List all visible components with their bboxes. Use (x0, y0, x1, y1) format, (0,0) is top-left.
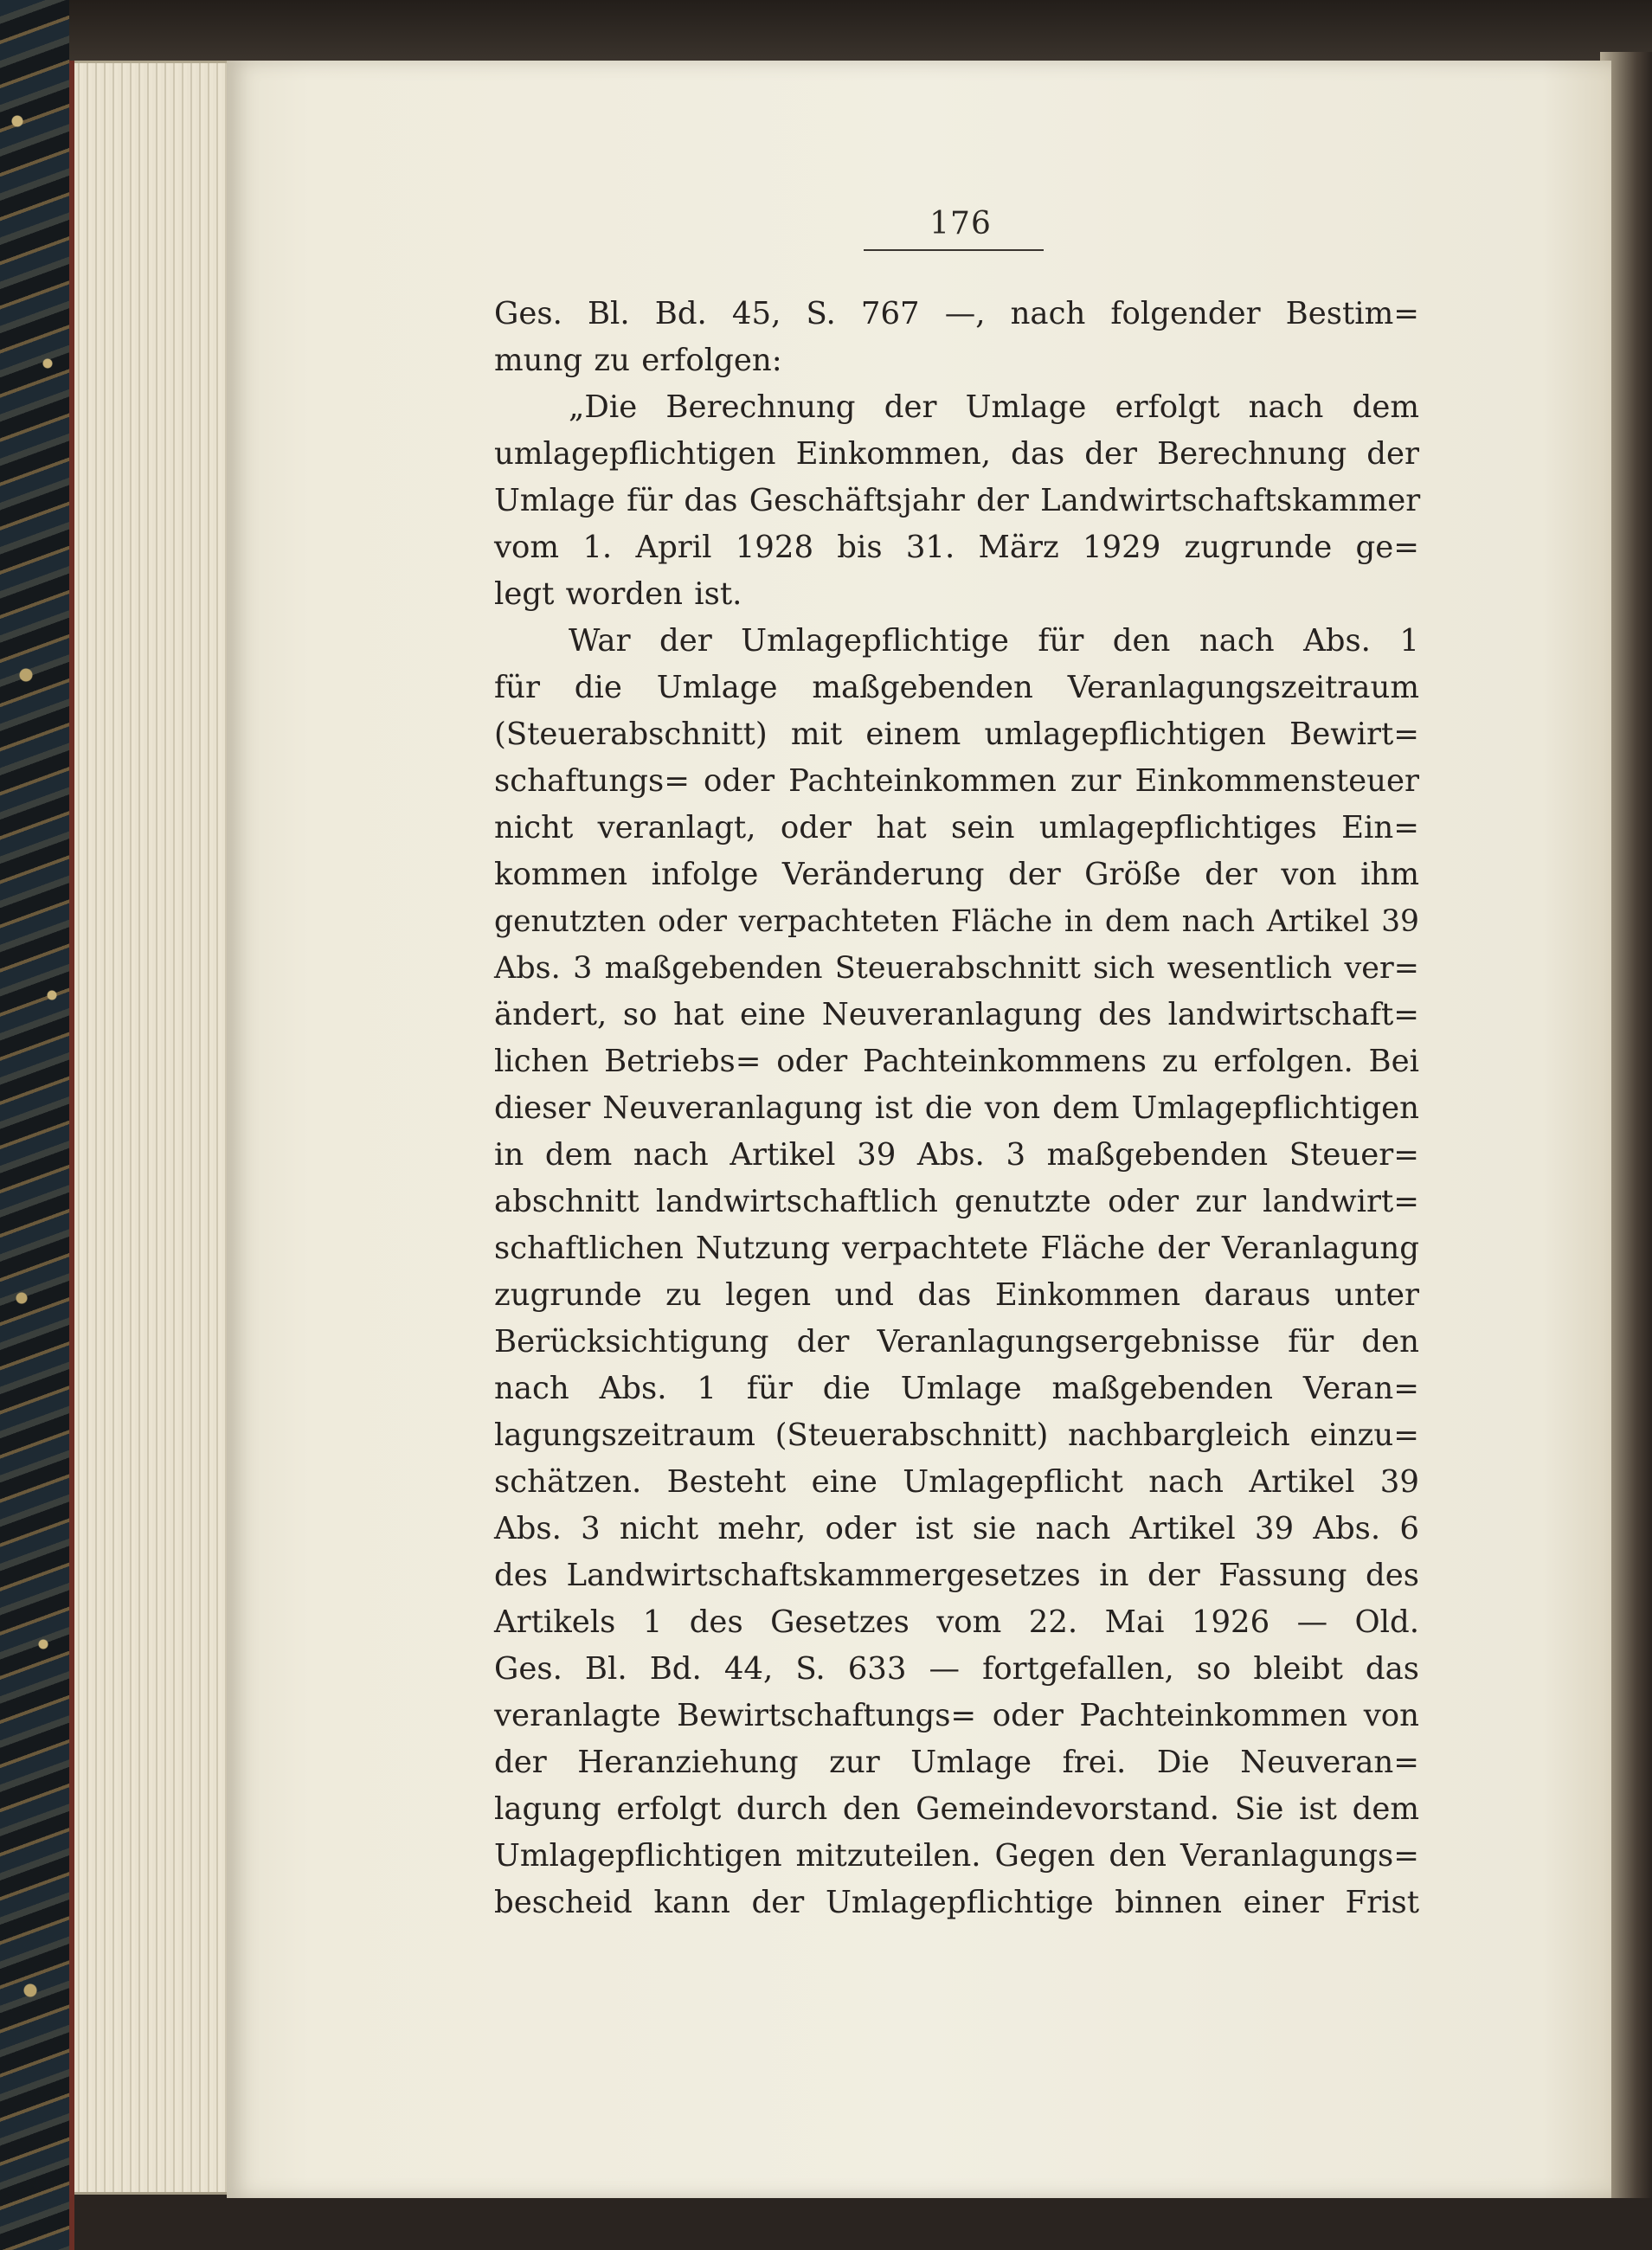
text-line: mung zu erfolgen: (494, 343, 782, 378)
text-line: Umlage für das Geschäftsjahr der Landwirtschaftskammer (494, 483, 1421, 518)
text-line: bescheid kann der Umlagepflichtige binnen einer Frist (494, 1885, 1419, 1920)
text-line: legt worden ist. (494, 576, 742, 612)
text-line: War der Umlagepflichtige für den nach Abs. 1 (569, 623, 1419, 659)
text-line: Ges. Bl. Bd. 45, S. 767 —, nach folgender Bestim= (494, 296, 1419, 331)
text-line: zugrunde zu legen und das Einkommen daraus unter (494, 1277, 1419, 1313)
marbled-cover (0, 0, 74, 2250)
page-edges (74, 61, 230, 2195)
text-line: schaftungs= oder Pachteinkommen zur Einkommensteuer (494, 763, 1419, 799)
text-line: (Steuerabschnitt) mit einem umlagepflichtigen Bewirt= (494, 717, 1419, 752)
text-line: lagung erfolgt durch den Gemeindevorstand. Sie ist dem (494, 1791, 1419, 1827)
text-line: schätzen. Besteht eine Umlagepflicht nach Artikel 39 (494, 1464, 1419, 1500)
text-line: vom 1. April 1928 bis 31. März 1929 zugrunde ge= (494, 530, 1419, 565)
text-line: genutzten oder verpachteten Fläche in dem nach Artikel 39 (494, 904, 1419, 939)
text-line: ändert, so hat eine Neuveranlagung des landwirtschaft= (494, 997, 1419, 1032)
text-line: Ges. Bl. Bd. 44, S. 633 — fortgefallen, so bleibt das (494, 1651, 1419, 1687)
top-shadow (69, 0, 1652, 61)
text-line: lichen Betriebs= oder Pachteinkommens zu erfolgen. Bei (494, 1044, 1419, 1079)
text-line: Berücksichtigung der Veranlagungsergebnisse für den (494, 1324, 1419, 1360)
text-line: lagungszeitraum (Steuerabschnitt) nachbargleich einzu= (494, 1418, 1419, 1453)
text-line: nach Abs. 1 für die Umlage maßgebenden Veran= (494, 1371, 1419, 1406)
text-line: veranlagte Bewirtschaftungs= oder Pachteinkommen von (494, 1698, 1419, 1733)
text-line: dieser Neuveranlagung ist die von dem Umlagepflichtigen (494, 1090, 1419, 1126)
page-number: 176 (929, 206, 992, 241)
text-line: „Die Berechnung der Umlage erfolgt nach dem (569, 389, 1419, 425)
text-line: des Landwirtschaftskammergesetzes in der Fassung des (494, 1558, 1419, 1593)
text-line: Artikels 1 des Gesetzes vom 22. Mai 1926 — Old. (494, 1604, 1419, 1640)
text-line: der Heranziehung zur Umlage frei. Die Neuveran= (494, 1745, 1419, 1780)
text-line: kommen infolge Veränderung der Größe der von ihm (494, 857, 1419, 892)
text-line: umlagepflichtigen Einkommen, das der Berechnung der (494, 436, 1419, 472)
text-line: für die Umlage maßgebenden Veranlagungszeitraum (494, 670, 1419, 705)
text-line: Abs. 3 maßgebenden Steuerabschnitt sich wesentlich ver= (494, 951, 1419, 986)
body-text (494, 291, 1419, 1926)
text-line: Umlagepflichtigen mitzuteilen. Gegen den Veranlagungs= (494, 1838, 1419, 1874)
text-line: in dem nach Artikel 39 Abs. 3 maßgebenden Steuer= (494, 1137, 1419, 1173)
text-line: nicht veranlagt, oder hat sein umlagepflichtiges Ein= (494, 810, 1419, 845)
text-line: Abs. 3 nicht mehr, oder ist sie nach Artikel 39 Abs. 6 (494, 1511, 1419, 1546)
text-line: abschnitt landwirtschaftlich genutzte oder zur landwirt= (494, 1184, 1419, 1219)
page-number-rule (864, 249, 1044, 251)
text-line: schaftlichen Nutzung verpachtete Fläche der Veranlagung (494, 1231, 1419, 1266)
